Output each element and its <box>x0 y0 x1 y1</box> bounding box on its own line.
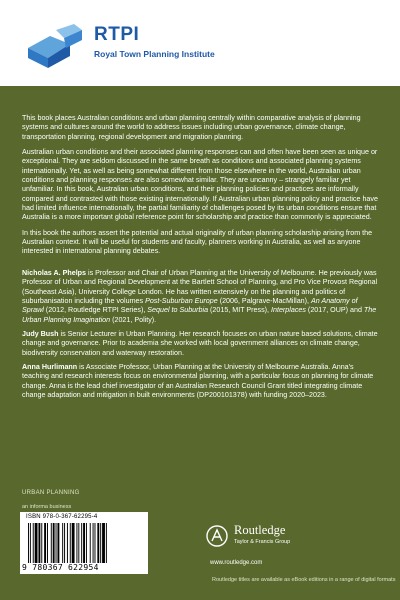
subject-category: URBAN PLANNING <box>22 490 80 496</box>
ebook-note: Routledge titles are available as eBook editions in a range of digital formats <box>212 577 396 583</box>
book-title: The Urban Planning Imagination <box>22 306 377 324</box>
barcode-bar <box>102 523 105 563</box>
author-bio-phelps <box>22 269 380 325</box>
barcode-bar <box>81 523 82 563</box>
bio-text: is Associate Professor, Urban Planning at the University of Melbourne Australia. Anna's teaching and research interests focus on environmental planning, with a particular focus on planning for climate change. Anna is the lead chief investigator of an Australian Research Council Grant titled integrating climate change adaptation and mitigation in built environments (DP200101378) with funding 2020–2023. <box>22 362 374 399</box>
blurb-paragraph-2: Australian urban conditions and their associated planning responses can and often have been seen as unique or exceptional. They are seldom discussed in the same breath as conditions and associated planning systems internationally. Yet, as well as being somewhat different from those elsewhere in the world, Australian urban conditions and planning responses are also somewhat similar. They are uncanny – strangely familiar yet unfamiliar. In this book, Australian urban conditions, and their planning policies and practices are informally compared and contrasted with those existing internationally. If Australian urban planning policy and practice have had limited influence internationally, the partial familiarity of challenges posed by its urban conditions ensure that Australia is a more important global reference point for scholarship and practice than commonly is appreciated. <box>22 148 378 222</box>
barcode-bar <box>67 523 68 563</box>
bio-text: (2017, OUP) and <box>305 306 364 315</box>
rtpi-logo-icon <box>26 22 84 70</box>
cover-header <box>0 0 400 86</box>
publisher-group: Taylor & Francis Group <box>234 539 291 545</box>
barcode-bar <box>28 523 29 563</box>
barcode-number: 9 780367 622954 <box>22 563 99 572</box>
barcode-bar <box>90 523 91 563</box>
bio-text: (2006, Palgrave-MacMillan), <box>217 296 311 305</box>
barcode-bar <box>35 523 38 563</box>
barcode-bar <box>83 523 85 563</box>
publisher-logo <box>206 523 376 555</box>
routledge-logo-icon <box>206 525 228 547</box>
book-title: An Anatomy of Sprawl <box>22 296 358 315</box>
blurb-content <box>22 114 380 405</box>
barcode-bar <box>62 523 63 563</box>
barcode-bar <box>51 523 52 563</box>
publisher-url[interactable]: www.routledge.com <box>210 560 263 566</box>
book-title: Interplaces <box>271 306 306 315</box>
logo-subtitle: Royal Town Planning Institute <box>94 49 215 59</box>
publisher-name: Routledge <box>234 523 286 537</box>
barcode-bar <box>47 523 48 563</box>
barcode-bar <box>38 523 40 563</box>
barcode-bar <box>78 523 79 563</box>
bio-text: is Senior Lecturer in Urban Planning. Her research focuses on urban nature based solutions, climate change and governance. Prior to academia she worked with local government alliances on climate change, biodiversity conservation and waterway restoration. <box>22 329 378 357</box>
blurb-paragraph-3: In this book the authors assert the potential and actual originality of urban planning scholarship arising from the Australian context. It will be useful for students and faculty, planners working in Australia, as well as anyone interested in international planning debates. <box>22 228 373 256</box>
barcode-icon <box>28 523 140 563</box>
author-name: Anna Hurlimann <box>22 362 78 371</box>
barcode-bar <box>100 523 101 563</box>
barcode-bar <box>53 523 55 563</box>
barcode-bar <box>30 523 31 563</box>
isbn-label: ISBN 978-0-367-62295-4 <box>26 514 98 520</box>
author-name: Nicholas A. Phelps <box>22 268 87 277</box>
barcode-bar <box>86 523 87 563</box>
barcode-bar <box>44 523 46 563</box>
bio-text: (2021, Polity). <box>110 315 157 324</box>
bio-text: (2012, Routledge RTPI Series), <box>43 306 148 315</box>
barcode-box <box>20 512 148 574</box>
informa-imprint: an informa business <box>22 504 72 510</box>
barcode-bar <box>76 523 77 563</box>
barcode-bar <box>64 523 65 563</box>
barcode-bar <box>93 523 94 563</box>
back-cover-panel <box>0 86 400 600</box>
bio-text: (2015, MIT Press), <box>208 306 272 315</box>
author-bio-hurlimann <box>22 363 380 400</box>
barcode-bar <box>72 523 75 563</box>
author-bio-bush <box>22 330 380 358</box>
barcode-bar <box>95 523 96 563</box>
barcode-bar <box>33 523 34 563</box>
barcode-bar <box>57 523 59 563</box>
book-title: Sequel to Suburbia <box>147 306 209 315</box>
barcode-bar <box>106 523 107 563</box>
author-name: Judy Bush <box>22 329 59 338</box>
barcode-bar <box>70 523 71 563</box>
book-title: Post-Suburban Europe <box>145 296 218 305</box>
barcode-bar <box>97 523 99 563</box>
blurb-paragraph-1: This book places Australian conditions and urban planning centrally within comparative analysis of planning systems and cultures around the world to address issues including urban governance, climate change, transportation planning, regional development and migration planning. <box>22 114 361 141</box>
bio-text: is Professor and Chair of Urban Planning at the University of Melbourne. He previously was Professor of Urban and Regional Development at the Bartlett School of Planning, and Pro Vice Provost Regional (Southeast Asia), University College London. He has written extensively on the planning and politics of suburbanisation including the volumes <box>22 268 378 305</box>
barcode-bar <box>41 523 42 563</box>
barcode-bar <box>56 523 57 563</box>
logo-title: RTPI <box>94 24 140 45</box>
